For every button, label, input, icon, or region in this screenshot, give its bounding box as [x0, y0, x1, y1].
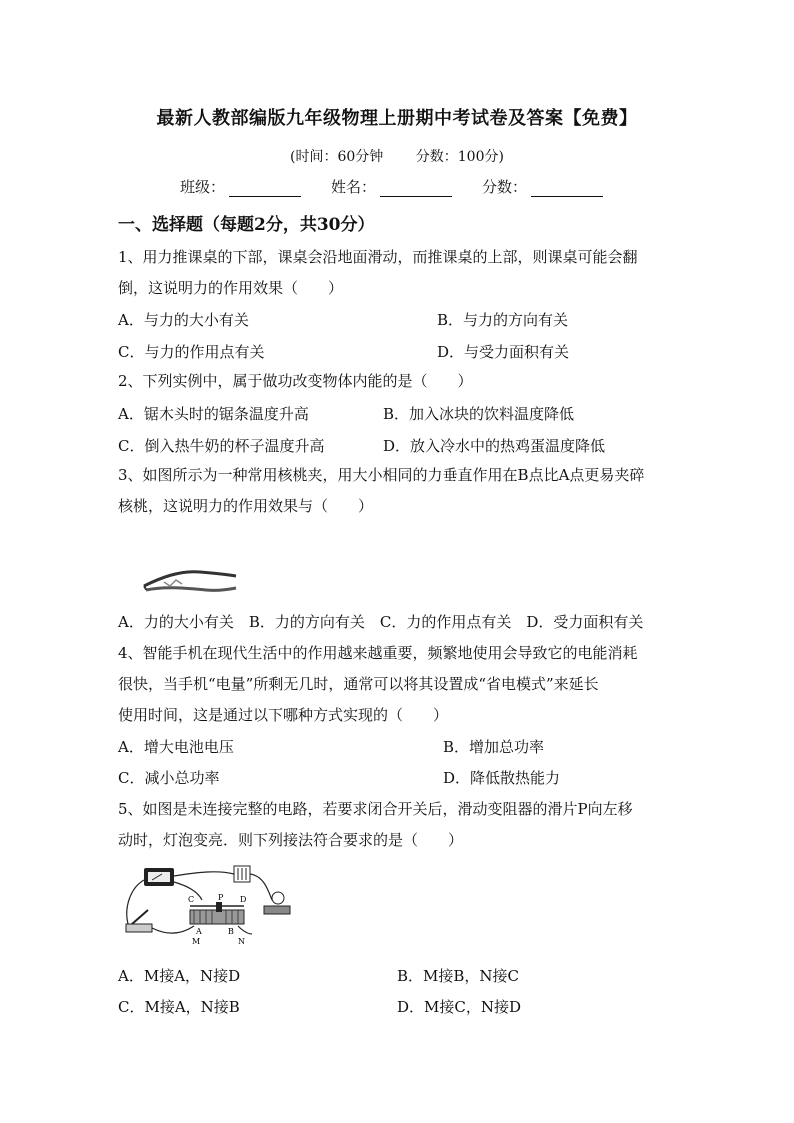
score-field[interactable]: 分数： — [482, 176, 603, 197]
nutcracker-figure — [140, 556, 240, 598]
circuit-label-p: P — [218, 893, 224, 902]
q4-stem-line1: 4、智能手机在现代生活中的作用越来越重要，频繁地使用会导致它的电能消耗 — [118, 644, 638, 662]
exam-title: 最新人教部编版九年级物理上册期中考试卷及答案【免费】 — [156, 108, 638, 129]
q4-stem-line2: 很快，当手机“电量”所剩无几时，通常可以将其设置成“省电模式”来延长 — [118, 675, 599, 693]
q3-options[interactable]: A．力的大小有关 B．力的方向有关 C．力的作用点有关 D．受力面积有关 — [118, 613, 644, 631]
q5-stem-line1: 5、如图是未连接完整的电路，若要求闭合开关后，滑动变阻器的滑片P向左移 — [118, 800, 633, 818]
q1-stem-line1: 1、用力推课桌的下部，课桌会沿地面滑动，而推课桌的上部，则课桌可能会翻 — [118, 248, 638, 266]
q5-stem-line2: 动时，灯泡变亮．则下列接法符合要求的是（ ） — [118, 831, 464, 849]
q3-stem-line1: 3、如图所示为一种常用核桃夹，用大小相同的力垂直作用在B点比A点更易夹碎 — [118, 466, 645, 484]
q5-option-c[interactable]: C．M接A，N接B — [118, 998, 240, 1016]
q1-option-c[interactable]: C．与力的作用点有关 — [118, 343, 265, 361]
rheostat-icon — [190, 910, 244, 924]
q4-option-b[interactable]: B．增加总功率 — [443, 738, 545, 756]
circuit-label-a: A — [196, 927, 202, 936]
q3-stem-line2: 核桃，这说明力的作用效果与（ ） — [118, 497, 374, 515]
circuit-label-b: B — [228, 927, 234, 936]
switch-icon — [126, 924, 152, 932]
q2-option-d[interactable]: D．放入冷水中的热鸡蛋温度降低 — [383, 437, 606, 455]
circuit-label-c: C — [188, 895, 195, 904]
q5-option-b[interactable]: B．M接B，N接C — [397, 967, 520, 985]
class-field[interactable]: 班级： — [180, 176, 301, 197]
q2-option-b[interactable]: B．加入冰块的饮料温度降低 — [383, 405, 575, 423]
circuit-figure — [118, 862, 304, 946]
circuit-label-n: N — [238, 937, 245, 946]
q5-option-a[interactable]: A．M接A，N接D — [118, 967, 241, 985]
lamp-icon — [264, 906, 290, 914]
q4-option-c[interactable]: C．减小总功率 — [118, 769, 220, 787]
exam-meta — [0, 146, 794, 166]
q2-stem: 2、下列实例中，属于做功改变物体内能的是（ ） — [118, 372, 473, 390]
q4-option-a[interactable]: A．增大电池电压 — [118, 738, 234, 756]
q5-option-d[interactable]: D．M接C，N接D — [397, 998, 522, 1016]
exam-time: (时间：60分钟 — [290, 149, 384, 165]
q1-option-a[interactable]: A．与力的大小有关 — [118, 311, 249, 329]
circuit-label-d: D — [240, 895, 247, 904]
q2-option-a[interactable]: A．锯木头时的锯条温度升高 — [118, 405, 309, 423]
exam-total-score: 分数：100分) — [415, 149, 504, 165]
q1-stem-line2: 倒，这说明力的作用效果（ ） — [118, 279, 344, 297]
circuit-label-m: M — [192, 937, 201, 946]
name-field[interactable]: 姓名： — [331, 176, 452, 197]
q1-option-b[interactable]: B．与力的方向有关 — [437, 311, 569, 329]
q2-option-c[interactable]: C．倒入热牛奶的杯子温度升高 — [118, 437, 325, 455]
q1-option-d[interactable]: D．与受力面积有关 — [437, 343, 570, 361]
q4-stem-line3: 使用时间，这是通过以下哪种方式实现的（ ） — [118, 706, 449, 724]
section-heading: 一、选择题（每题2分，共30分） — [118, 215, 375, 235]
student-info-fields — [180, 176, 640, 197]
q4-option-d[interactable]: D．降低散热能力 — [443, 769, 561, 787]
